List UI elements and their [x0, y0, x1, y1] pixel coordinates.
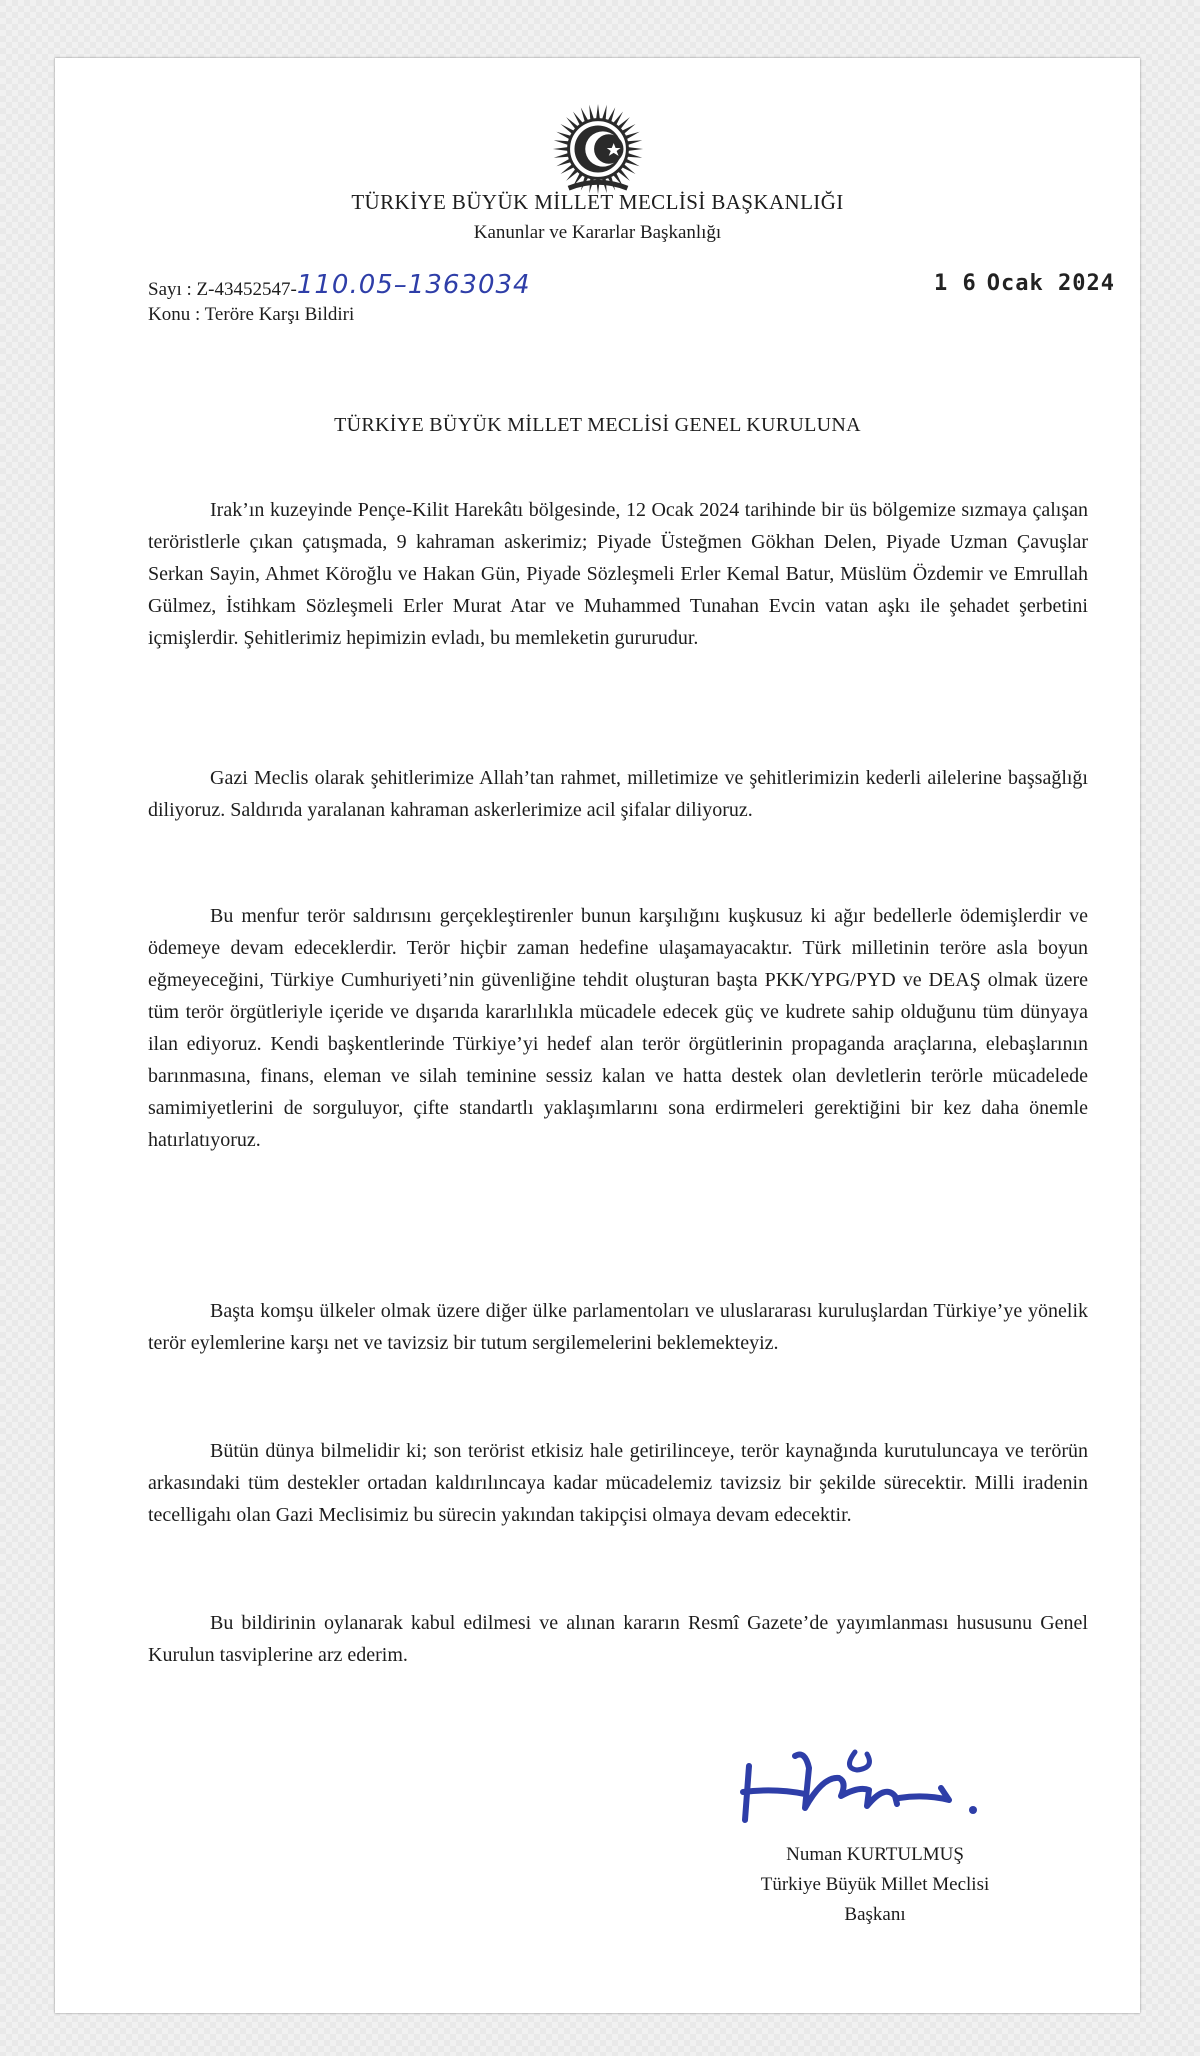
institution-name: TÜRKİYE BÜYÜK MİLLET MECLİSİ BAŞKANLIĞI — [351, 190, 844, 214]
handwritten-signature — [735, 1738, 991, 1828]
sayi-label: Sayı : Z-43452547- — [148, 279, 297, 300]
paragraph: Irak’ın kuzeyinde Pençe-Kilit Harekâtı bölgesinde, 12 Ocak 2024 tarihinde bir üs bölgemize sızmaya çalışan teröristlerle çıkan çatışmada, 9 kahraman askerimiz; Piyade Üsteğmen Gökhan Delen, Piyade Uzman Çavuşlar Serkan Sayin, Ahmet Köroğlu ve Hakan Gün, Piyade Sözleşmeli Erler Kemal Batur, Müslüm Özdemir ve Emrullah Gülmez, İstihkam Sözleşmeli Erler Murat Atar ve Muhammed Tunahan Evcin vatan aşkı ile şehadet şerbetini içmişlerdir. Şehitlerimiz hepimizin evladı, bu memleketin gururudur. — [148, 499, 1088, 649]
subject-line: Konu : Teröre Karşı Bildiri — [148, 304, 355, 325]
department-name: Kanunlar ve Kararlar Başkanlığı — [473, 222, 722, 243]
paragraph: Başta komşu ülkeler olmak üzere diğer ülke parlamentoları ve uluslararası kuruluşlardan Türkiye’ye yönelik terör eylemlerine karşı net ve tavizsiz bir tutum sergilemelerini beklemekteyiz. — [148, 1300, 1088, 1354]
paragraph: Bu menfur terör saldırısını gerçekleştirenler bunun karşılığını kuşkusuz ki ağır bedellerle ödemişlerdir ve ödemeye devam edeceklerdir. Terör hiçbir zaman hedefine ulaşamayacaktır. Türk milletinin teröre asla boyun eğmeyeceğini, Türkiye Cumhuriyeti’nin güvenliğine tehdit oluşturan başta PKK/YPG/PYD ve DEAŞ olmak üzere tüm terör örgütleriyle içeride ve dışarıda kararlılıkla mücadele edecek güç ve kudrete sahip olduğunu tüm dünyaya ilan ediyoruz. Kendi başkentlerinde Türkiye’yi hedef alan terör örgütlerinin propaganda araçlarına, elebaşlarının barınmasına, finans, eleman ve silah teminine sessiz kalan ve hatta destek olan devletlerin terörle mücadelede samimiyetlerini de sorguluyor, çifte standartlı yaklaşımlarını sona erdirmeleri gerektiğini bir kez daha önemle hatırlatıyoruz. — [148, 905, 1088, 1151]
signer-name: Numan KURTULMUŞ — [786, 1844, 964, 1865]
date-stamp — [934, 271, 1115, 296]
tbmm-emblem-icon — [549, 100, 647, 198]
paragraph: Bütün dünya bilmelidir ki; son terörist etkisiz hale getirilinceye, terör kaynağında kurutuluncaya ve terörün arkasındaki tüm destekler ortadan kaldırılıncaya kadar mücadelemiz tavizsiz bir şekilde sürecektir. Milli iradenin tecelligahı olan Gazi Meclisimiz bu sürecin yakından takipçisi olmaya devam edecektir. — [148, 1440, 1088, 1526]
document-heading: TÜRKİYE BÜYÜK MİLLET MECLİSİ GENEL KURULUNA — [334, 414, 861, 436]
document-sheet — [55, 58, 1140, 2013]
handwritten-number: 110.05–1363034 — [296, 270, 531, 300]
reference-number — [148, 272, 531, 302]
signer-role: Başkanı — [844, 1904, 906, 1925]
signer-title: Türkiye Büyük Millet Meclisi — [760, 1874, 990, 1895]
paragraph: Bu bildirinin oylanarak kabul edilmesi ve alınan kararın Resmî Gazete’de yayımlanması hususunu Genel Kurulun tasviplerine arz ederim. — [148, 1612, 1088, 1666]
date-month-year: Ocak 2024 — [986, 271, 1115, 296]
paragraph: Gazi Meclis olarak şehitlerimize Allah’tan rahmet, milletimize ve şehitlerimizin kederli ailelerine başsağlığı diliyoruz. Saldırıda yaralanan kahraman askerlerimize acil şifalar diliyoruz. — [148, 767, 1088, 821]
date-day: 1 6 — [934, 271, 977, 296]
